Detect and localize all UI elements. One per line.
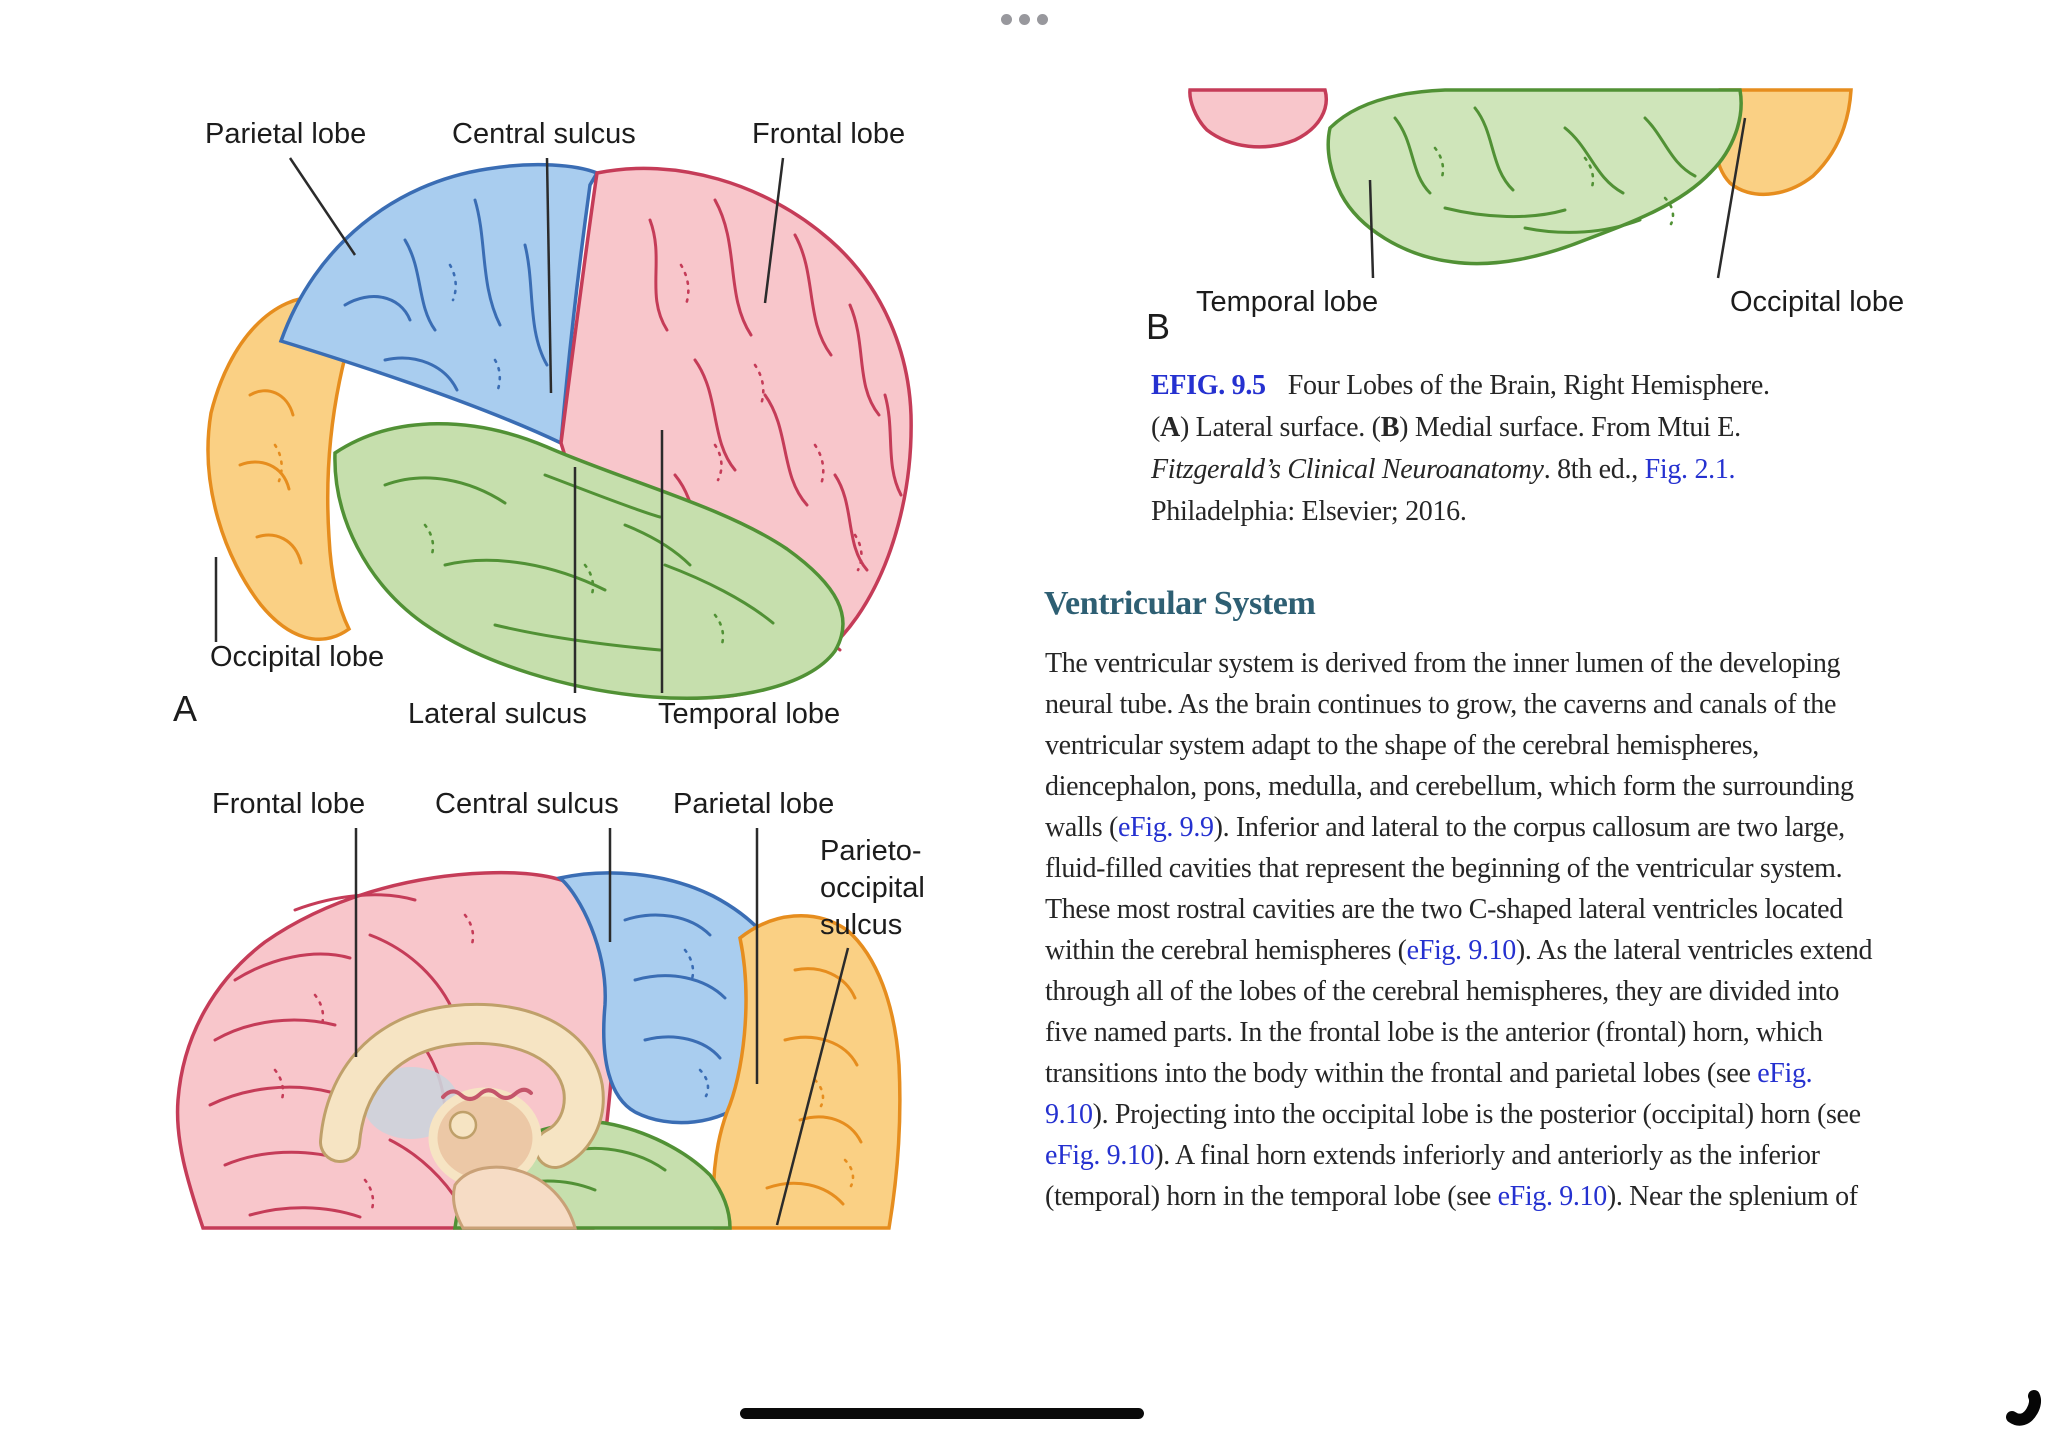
text-line <box>1151 491 1770 533</box>
text-segment: ( <box>1151 412 1161 443</box>
multitask-indicator-icon[interactable] <box>1001 14 1048 25</box>
text-segment: Fitzgerald’s Clinical Neuroanatomy <box>1151 454 1544 485</box>
temporal-lobe-shape-b <box>1328 90 1741 264</box>
text-segment: ) Medial surface. From Mtui E. <box>1399 412 1741 443</box>
label-central-sulcus-c: Central sulcus <box>435 788 619 820</box>
reference-link[interactable]: eFig. 9.10 <box>1497 1181 1607 1212</box>
text-segment: ). As the lateral ventricles extend <box>1515 935 1873 966</box>
text-segment: (temporal) horn in the temporal lobe (see <box>1045 1181 1498 1212</box>
reference-link[interactable]: eFig. <box>1757 1058 1813 1089</box>
reference-link[interactable]: eFig. 9.9 <box>1117 812 1214 843</box>
text-segment: These most rostral cavities are the two C-shaped lateral ventricles located <box>1045 894 1843 925</box>
interthalamic-adhesion-shape <box>450 1112 476 1138</box>
text-segment: ). Near the splenium of <box>1606 1181 1858 1212</box>
text-segment: Philadelphia: Elsevier; 2016. <box>1151 496 1467 527</box>
text-line <box>1045 1094 1872 1135</box>
leader-parietal <box>290 158 355 255</box>
text-segment: ) Lateral surface. ( <box>1179 412 1381 443</box>
label-parietal-lobe-c: Parietal lobe <box>673 788 835 820</box>
figure-a-marker: A <box>173 688 198 729</box>
text-segment: neural tube. As the brain continues to grow, the caverns and canals of the <box>1045 689 1837 720</box>
label-parieto-line2: occipital <box>820 872 925 904</box>
frontal-lobe-shape-b <box>1190 90 1326 147</box>
text-line <box>1045 1012 1872 1053</box>
label-occipital-lobe-a: Occipital lobe <box>210 641 385 673</box>
reference-link[interactable]: 9.10 <box>1045 1099 1093 1130</box>
text-segment: fluid-filled cavities that represent the beginning of the ventricular system. <box>1045 853 1843 884</box>
brain-medial-illustration <box>155 820 915 1228</box>
text-line <box>1045 971 1872 1012</box>
figure-caption <box>1151 365 1770 533</box>
text-segment: . 8th ed., <box>1543 454 1645 485</box>
figure-b-marker: B <box>1146 306 1171 347</box>
text-line <box>1045 807 1872 848</box>
label-temporal-lobe-b: Temporal lobe <box>1196 286 1379 318</box>
text-segment: ). A final horn extends inferiorly and anteriorly as the inferior <box>1154 1140 1820 1171</box>
reference-link[interactable]: eFig. 9.10 <box>1045 1140 1155 1171</box>
section-heading: Ventricular System <box>1044 585 1316 622</box>
label-central-sulcus-a: Central sulcus <box>452 118 636 150</box>
text-segment: through all of the lobes of the cerebral hemispheres, they are divided into <box>1045 976 1840 1007</box>
text-segment: ventricular system adapt to the shape of the cerebral hemispheres, <box>1045 730 1759 761</box>
dot-icon <box>1019 14 1030 25</box>
text-line <box>1151 407 1770 449</box>
label-frontal-lobe-c: Frontal lobe <box>212 788 366 820</box>
text-segment: five named parts. In the frontal lobe is the anterior (frontal) horn, which <box>1045 1017 1823 1048</box>
text-line <box>1045 930 1872 971</box>
label-frontal-lobe-a: Frontal lobe <box>752 118 906 150</box>
reference-link[interactable]: eFig. 9.10 <box>1406 935 1516 966</box>
text-segment: A <box>1160 412 1180 443</box>
pen-ink-mark <box>2000 1385 2048 1430</box>
reference-link[interactable]: Fig. 2.1. <box>1644 454 1736 485</box>
label-parieto-occipital-sulcus <box>820 833 925 944</box>
label-parieto-line3: sulcus <box>820 909 903 941</box>
home-indicator[interactable] <box>740 1408 1144 1419</box>
reference-link[interactable]: EFIG. 9.5 <box>1151 370 1266 401</box>
body-paragraph <box>1045 643 1872 1217</box>
text-segment: The ventricular system is derived from the inner lumen of the developing <box>1045 648 1841 679</box>
text-line <box>1045 1053 1872 1094</box>
text-line <box>1151 449 1770 491</box>
text-segment: B <box>1380 412 1400 443</box>
text-line <box>1045 889 1872 930</box>
text-line <box>1045 643 1872 684</box>
text-segment: within the cerebral hemispheres ( <box>1045 935 1407 966</box>
text-line <box>1045 1176 1872 1217</box>
text-line <box>1045 684 1872 725</box>
text-line <box>1045 1135 1872 1176</box>
text-line <box>1045 725 1872 766</box>
text-segment: diencephalon, pons, medulla, and cerebellum, which form the surrounding <box>1045 771 1854 802</box>
text-segment: ). Projecting into the occipital lobe is the posterior (occipital) horn (see <box>1092 1099 1861 1130</box>
text-segment: walls ( <box>1045 812 1118 843</box>
label-temporal-lobe-a: Temporal lobe <box>658 698 841 730</box>
dot-icon <box>1037 14 1048 25</box>
brain-lateral-illustration <box>195 145 915 705</box>
brain-medial-partial-illustration <box>1145 88 1875 303</box>
text-segment: ). Inferior and lateral to the corpus callosum are two large, <box>1213 812 1845 843</box>
text-segment: Four Lobes of the Brain, Right Hemisphere. <box>1287 370 1770 401</box>
label-lateral-sulcus-a: Lateral sulcus <box>408 698 587 730</box>
text-segment: transitions into the body within the frontal and parietal lobes (see <box>1045 1058 1758 1089</box>
label-parieto-line1: Parieto- <box>820 835 922 867</box>
text-line <box>1045 766 1872 807</box>
label-parietal-lobe-a: Parietal lobe <box>205 118 367 150</box>
text-line <box>1045 848 1872 889</box>
dot-icon <box>1001 14 1012 25</box>
label-occipital-lobe-b: Occipital lobe <box>1730 286 1905 318</box>
text-line <box>1151 365 1770 407</box>
